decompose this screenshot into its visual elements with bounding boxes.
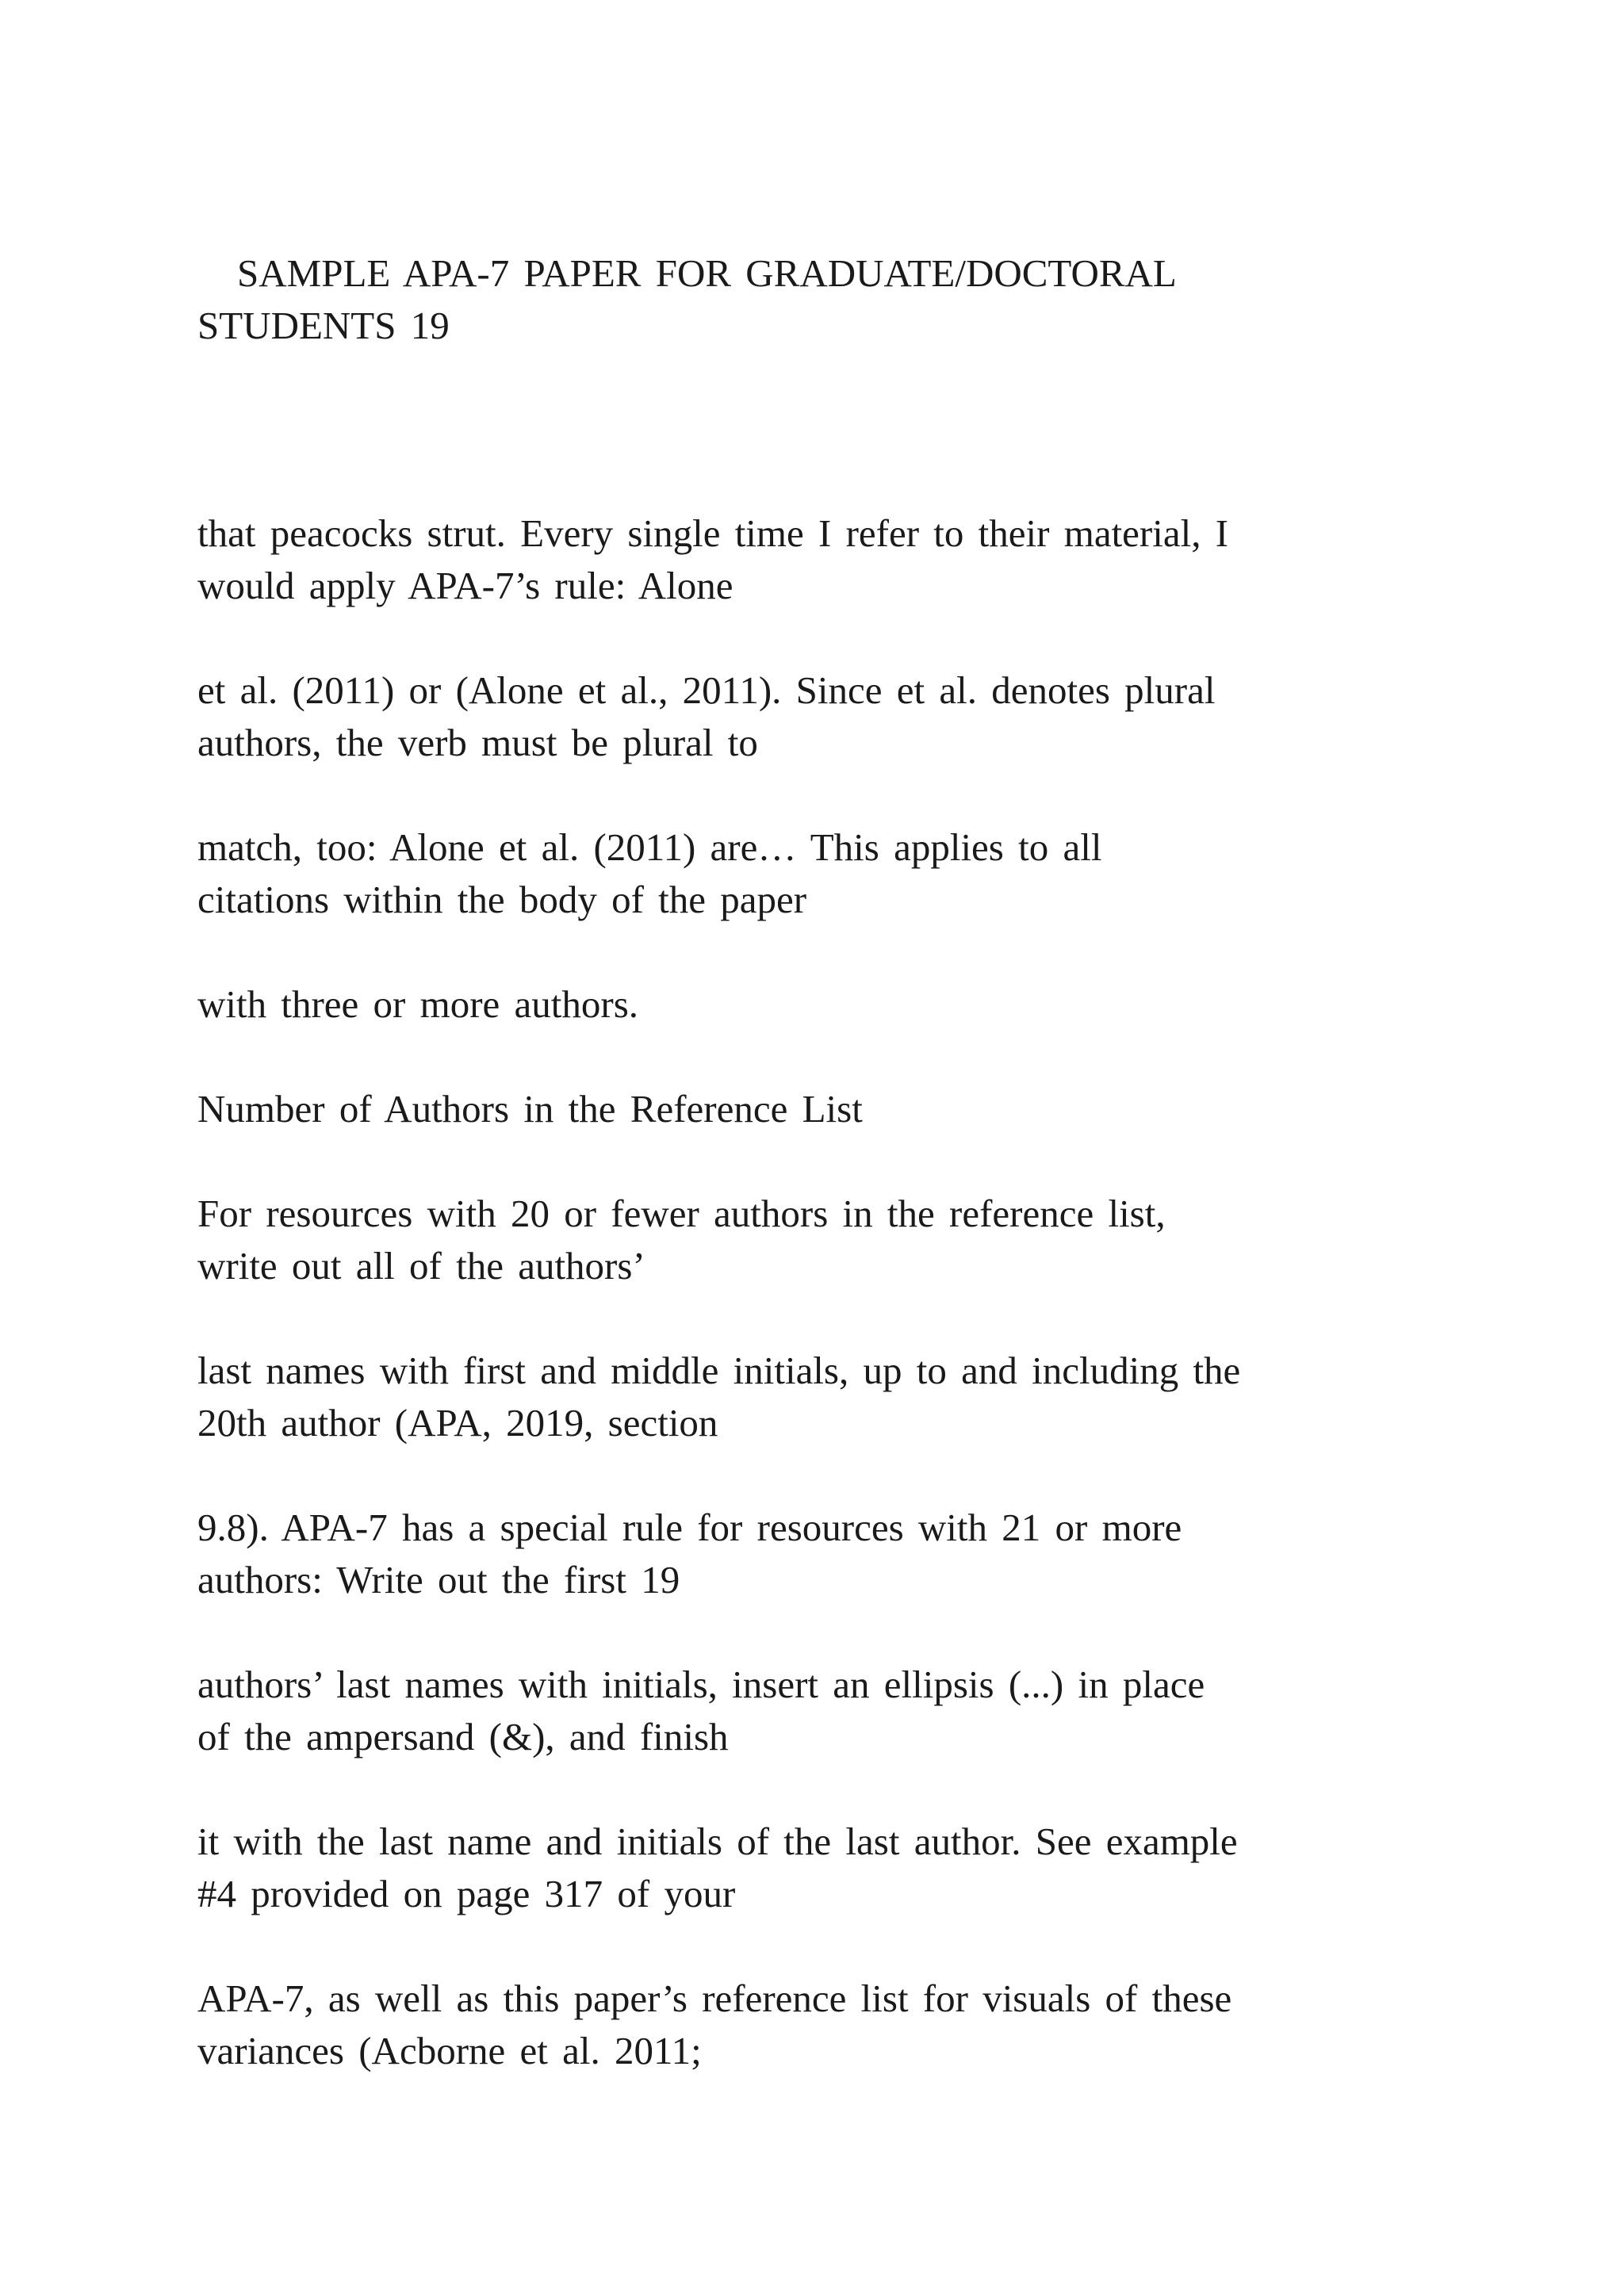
body-line-18: #4 provided on page 317 of your (197, 1872, 736, 1915)
body-line-4: authors, the verb must be plural to (197, 721, 758, 764)
body-line-11: last names with first and middle initials, up to and including the (197, 1349, 1241, 1392)
body-line-1: that peacocks strut. Every single time I refer to their material, I (197, 511, 1229, 555)
body-line-9: For resources with 20 or fewer authors in the reference list, (197, 1192, 1166, 1235)
body-line-7: with three or more authors. (197, 982, 639, 1026)
body-line-13: 9.8). APA-7 has a special rule for resources with 21 or more (197, 1506, 1182, 1549)
body-line-20: variances (Acborne et al. 2011; (197, 2029, 702, 2072)
body-line-16: of the ampersand (&), and finish (197, 1715, 729, 1758)
body-line-14: authors: Write out the first 19 (197, 1558, 680, 1601)
body-line-17: it with the last name and initials of the last author. See example (197, 1820, 1238, 1863)
body-line-12: 20th author (APA, 2019, section (197, 1401, 718, 1445)
section-heading: Number of Authors in the Reference List (197, 1087, 863, 1131)
running-head-line-1: SAMPLE APA-7 PAPER FOR GRADUATE/DOCTORAL (237, 251, 1177, 295)
body-line-3: et al. (2011) or (Alone et al., 2011). Since et al. denotes plural (197, 668, 1216, 712)
body-line-19: APA-7, as well as this paper’s reference list for visuals of these (197, 1976, 1232, 2020)
body-line-15: authors’ last names with initials, insert an ellipsis (...) in place (197, 1663, 1205, 1706)
body-line-2: would apply APA-7’s rule: Alone (197, 564, 733, 607)
body-line-5: match, too: Alone et al. (2011) are… This applies to all (197, 825, 1102, 869)
body-line-10: write out all of the authors’ (197, 1244, 645, 1288)
body-line-6: citations within the body of the paper (197, 878, 807, 921)
running-head-line-2: STUDENTS 19 (197, 304, 450, 347)
